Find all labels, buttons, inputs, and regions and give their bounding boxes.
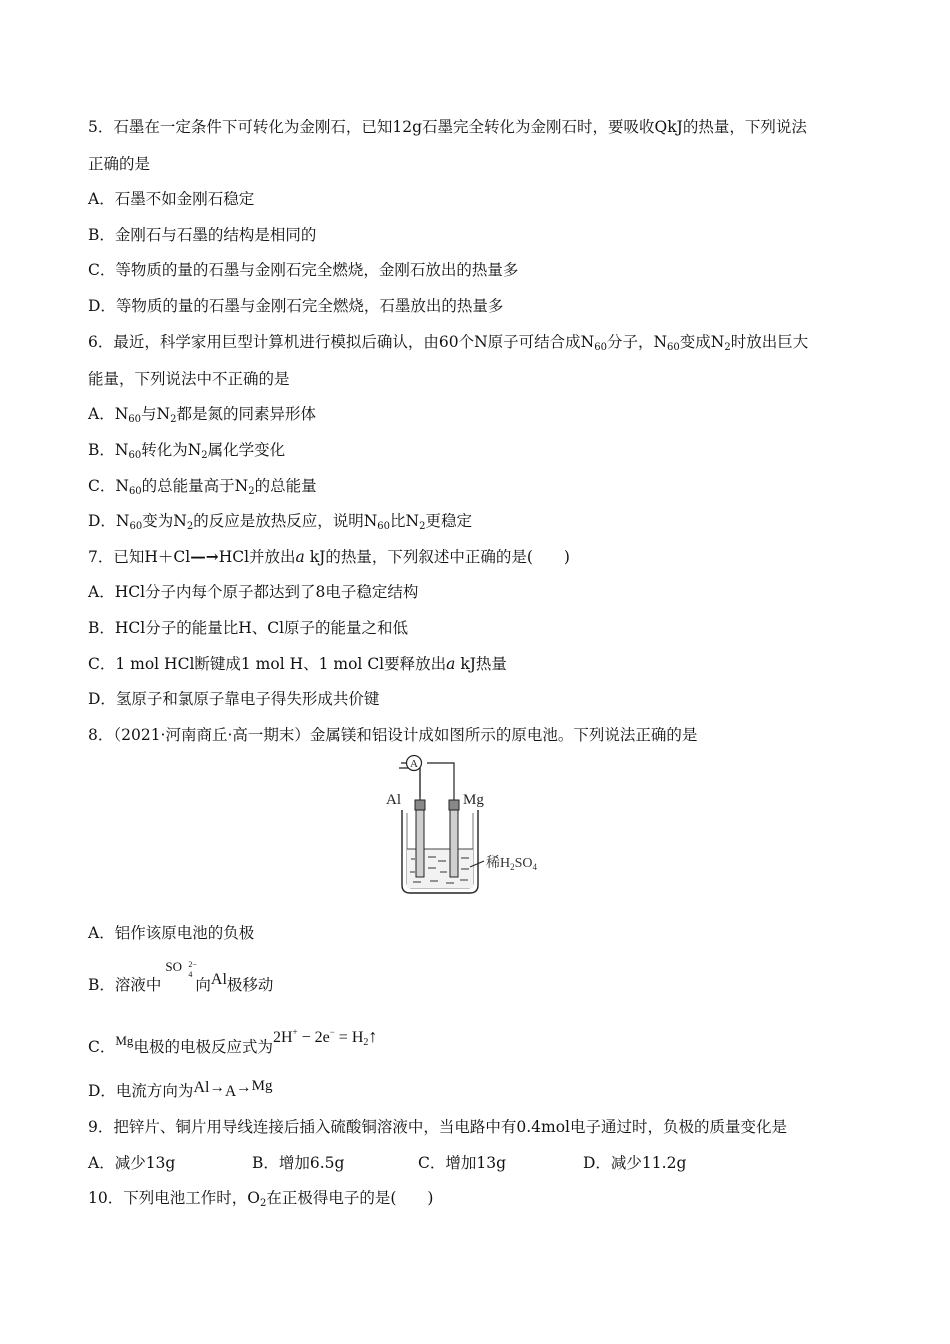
cell-drawing [380, 755, 570, 900]
q8-option-a: A．铝作该原电池的负极 [88, 924, 255, 942]
al-electrode-cap [415, 800, 425, 810]
q7-stem: 7．已知H＋Cl—→HCl并放出a kJ的热量，下列叙述中正确的是( ) [88, 547, 570, 566]
q5-stem-line2: 正确的是 [88, 155, 151, 173]
q6-stem-line2: 能量，下列说法中不正确的是 [88, 370, 290, 388]
q5-option-a: A．石墨不如金刚石稳定 [88, 190, 255, 208]
al-electrode [416, 810, 424, 877]
q7-option-d: D．氢原子和氯原子靠电子得失形成共价键 [88, 690, 380, 708]
q6-option-b: B．$N_{60}$转化为$N_2$属化学变化 [88, 441, 286, 461]
q9-option-d: D．减少11.2g [583, 1154, 687, 1172]
q9-option-b: B．增加6.5g [252, 1154, 345, 1172]
q6-option-d: D．$N_{60}$变为$N_2$的反应是放热反应，说明$N_{60}$比$N_2$更稳定 [88, 512, 472, 532]
ammeter-label: A [410, 758, 418, 770]
q7-option-a: A．HCl分子内每个原子都达到了8电子稳定结构 [88, 583, 419, 601]
solution-label: 稀$H_2SO_4$ [486, 856, 538, 872]
q9-stem: 9．把锌片、铜片用导线连接后插入硫酸铜溶液中，当电路中有0.4mol电子通过时，负极的质量变化是 [88, 1118, 788, 1136]
electrode-equation: $2H^+ - 2e^- = H_2↑$ [272, 1026, 378, 1048]
q9-option-c: C．增加13g [418, 1154, 507, 1172]
q8-option-d: D．电流方向为Al→A→Mg [88, 1078, 273, 1100]
mg-electrode-cap [449, 800, 459, 810]
q5-stem-line1: 5．石墨在一定条件下可转化为金刚石，已知12g石墨完全转化为金刚石时，要吸收QkJ的热量，下列说法 [88, 118, 807, 136]
q6-option-a: A．$N_{60}$与$N_2$都是氮的同素异形体 [88, 405, 316, 425]
mg-electrode [450, 810, 458, 877]
q5-option-d: D．等物质的量的石墨与金刚石完全燃烧，石墨放出的热量多 [88, 297, 504, 315]
q9-option-a: A．减少13g [88, 1154, 176, 1172]
sulfate-ion: SO 2− 4 [165, 959, 197, 979]
mg-electrode-label: Mg [463, 792, 484, 808]
al-electrode-label: Al [386, 792, 401, 808]
q6-option-c: C．$N_{60}$的总能量高于$N_2$的总能量 [88, 477, 317, 497]
q8-option-c: C．$^{Mg}$电极的电极反应式为$2H^+ - 2e^- = H_2↑$ [88, 1026, 378, 1056]
q7-option-c: C．1 mol HCl断键成1 mol H、1 mol Cl要释放出a kJ热量 [88, 655, 507, 673]
q10-stem: 10．下列电池工作时，$O_2$在正极得电子的是( ) [88, 1189, 434, 1209]
q7-option-b: B．HCl分子的能量比H、Cl原子的能量之和低 [88, 619, 409, 637]
q8-stem: 8．（2021·河南商丘·高一期末）金属镁和铝设计成如图所示的原电池。下列说法正确的是 [88, 726, 698, 744]
q8-option-b: B．溶液中 SO 2− 4 向Al极移动 [88, 959, 274, 994]
q5-option-c: C．等物质的量的石墨与金刚石完全燃烧，金刚石放出的热量多 [88, 261, 519, 279]
q5-option-b: B．金刚石与石墨的结构是相同的 [88, 226, 317, 244]
q6-stem-line1: 6．最近，科学家用巨型计算机进行模拟后确认，由60个N原子可结合成$N_{60}$分子，$N_{60}$变成$N_2$时放出巨大 [88, 333, 809, 353]
